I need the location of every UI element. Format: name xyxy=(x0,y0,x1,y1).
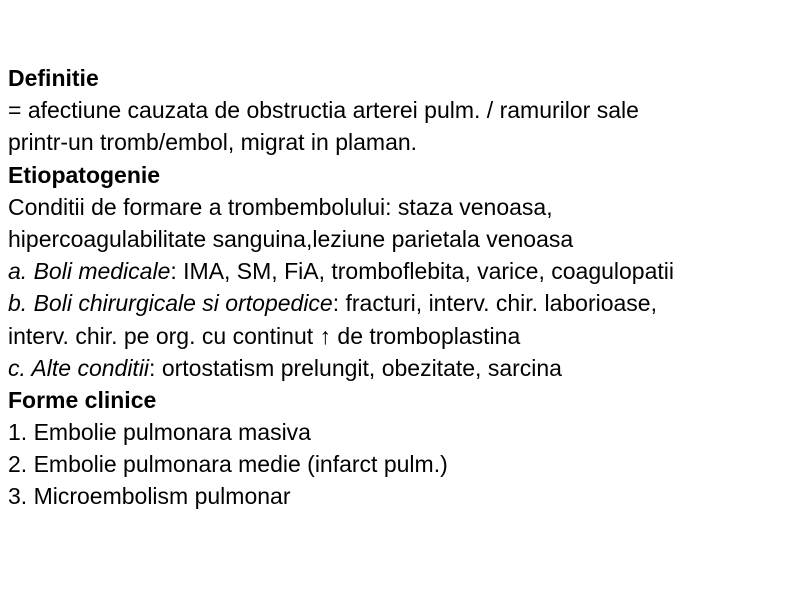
definitie-heading: Definitie xyxy=(8,65,99,91)
item-c-text: : ortostatism prelungit, obezitate, sarcina xyxy=(149,354,562,381)
item-c xyxy=(8,352,792,384)
forme-clinice-heading: Forme clinice xyxy=(8,386,157,413)
item-a-text: : IMA, SM, FiA, tromboflebita, varice, coagulopatii xyxy=(170,258,675,285)
slide-content xyxy=(8,62,792,513)
item-a-label: a. Boli medicale xyxy=(8,258,171,285)
item-a xyxy=(8,255,792,287)
forme-clinice-item-3: 3. Microembolism pulmonar xyxy=(8,483,291,510)
etiopatogenie-heading: Etiopatogenie xyxy=(8,161,161,188)
etiopatogenie-line-2: hipercoagulabilitate sanguina,leziune parietala venoasa xyxy=(8,225,574,252)
forme-clinice-item-2: 2. Embolie pulmonara medie (infarct pulm.) xyxy=(8,451,448,478)
item-b-continuation: interv. chir. pe org. cu continut ↑ de tromboplastina xyxy=(8,322,521,349)
item-b-label: b. Boli chirurgicale si ortopedice xyxy=(8,290,333,317)
definitie-line-1: = afectiune cauzata de obstructia arterei pulm. / ramurilor sale xyxy=(8,97,639,124)
etiopatogenie-line-1: Conditii de formare a trombembolului: staza venoasa, xyxy=(8,193,553,220)
definitie-line-2: printr-un tromb/embol, migrat in plaman. xyxy=(8,129,418,156)
item-b-text: : fracturi, interv. chir. laborioase, xyxy=(332,290,657,317)
item-c-label: c. Alte conditii xyxy=(8,354,150,381)
item-b xyxy=(8,287,792,319)
forme-clinice-item-1: 1. Embolie pulmonara masiva xyxy=(8,419,311,446)
